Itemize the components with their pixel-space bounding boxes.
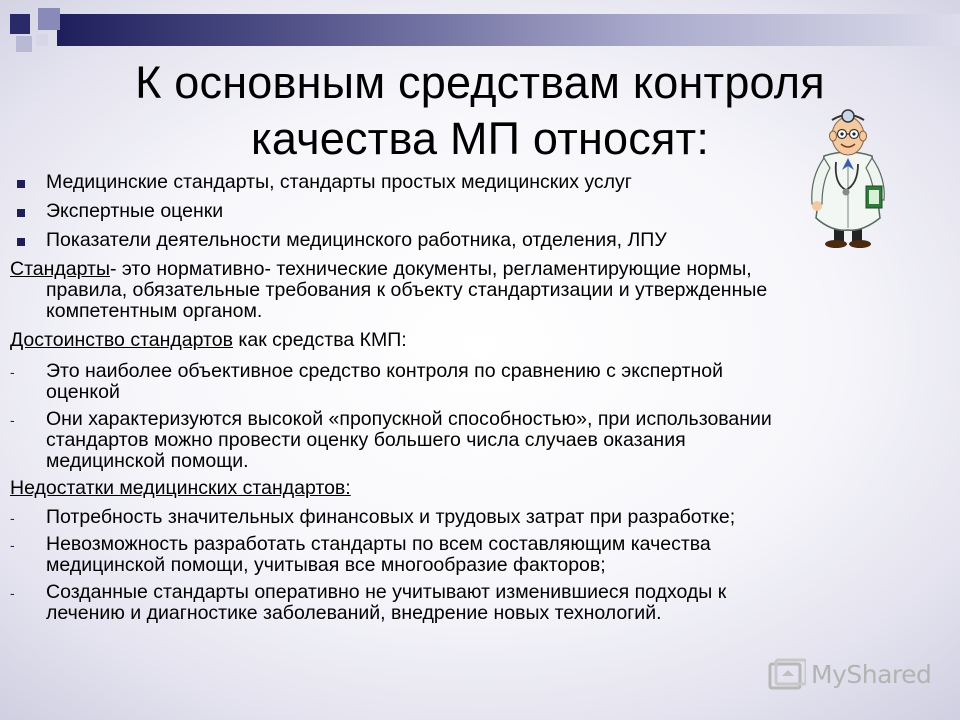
list-item [10,361,945,403]
list-item [10,172,945,193]
definition-line-2: правила, обязательные требования к объекту стандартизации и утвержденные [46,279,768,301]
advantage-line: Они характеризуются высокой «пропускной способностью», при использовании [46,408,772,430]
disadvantages-heading [10,478,945,499]
dash-bullet-icon: - [10,510,15,526]
dash-bullet-icon: - [10,585,15,601]
advantages-heading-suffix: как средства КМП: [232,329,407,351]
square-bullet-icon [17,238,25,246]
disadvantages-heading-underlined: Недостатки медицинских стандартов: [10,477,351,499]
list-item [10,230,945,251]
bullet-text: Показатели деятельности медицинского работника, отделения, ЛПУ [46,229,667,251]
list-item [10,507,945,528]
advantage-line: Это наиболее объективное средство контроля по сравнению с экспертной [46,360,723,382]
definition-line-3: компетентным органом. [46,300,263,322]
watermark-text: MyShared [811,660,932,689]
square-bullet-icon [17,209,25,217]
advantage-line: стандартов можно провести оценку большего числа случаев оказания [46,429,686,451]
advantages-heading [10,330,945,351]
header-square-1 [10,14,30,34]
list-item [10,409,945,472]
myshared-logo-icon [768,658,806,692]
header-gradient-bar [57,14,960,46]
disadvantage-line: медицинской помощи, учитывая все многообразие факторов; [46,554,606,576]
advantages-heading-underlined: Достоинство стандартов [10,329,233,351]
disadvantage-line: Потребность значительных финансовых и трудовых затрат при разработке; [46,506,736,528]
square-bullet-icon [17,180,25,188]
header-square-4 [36,34,48,46]
definition-paragraph [10,259,945,322]
advantage-line: оценкой [46,381,120,403]
advantage-line: медицинской помощи. [46,450,249,472]
header-square-3 [16,36,32,52]
bullet-text: Медицинские стандарты, стандарты простых медицинских услуг [46,171,632,193]
list-item [10,201,945,222]
disadvantage-line: Невозможность разработать стандарты по всем составляющим качества [46,533,711,555]
disadvantage-line: Созданные стандарты оперативно не учитывают изменившиеся подходы к [46,581,727,603]
list-item [10,534,945,576]
disadvantage-line: лечению и диагностике заболеваний, внедрение новых технологий. [46,602,662,624]
dash-bullet-icon: - [10,412,15,428]
dash-bullet-icon: - [10,537,15,553]
list-item [10,582,945,624]
bullet-text: Экспертные оценки [46,200,224,222]
header-square-2 [38,8,60,30]
definition-line-1: - это нормативно- технические документы, регламентирующие нормы, [110,258,752,280]
slide-title-line-1: К основным средствам контроля [135,57,825,108]
slide-body [10,172,945,630]
definition-term: Стандарты [10,258,110,280]
slide-title-line-2: качества МП относят: [250,113,710,164]
dash-bullet-icon: - [10,364,15,380]
